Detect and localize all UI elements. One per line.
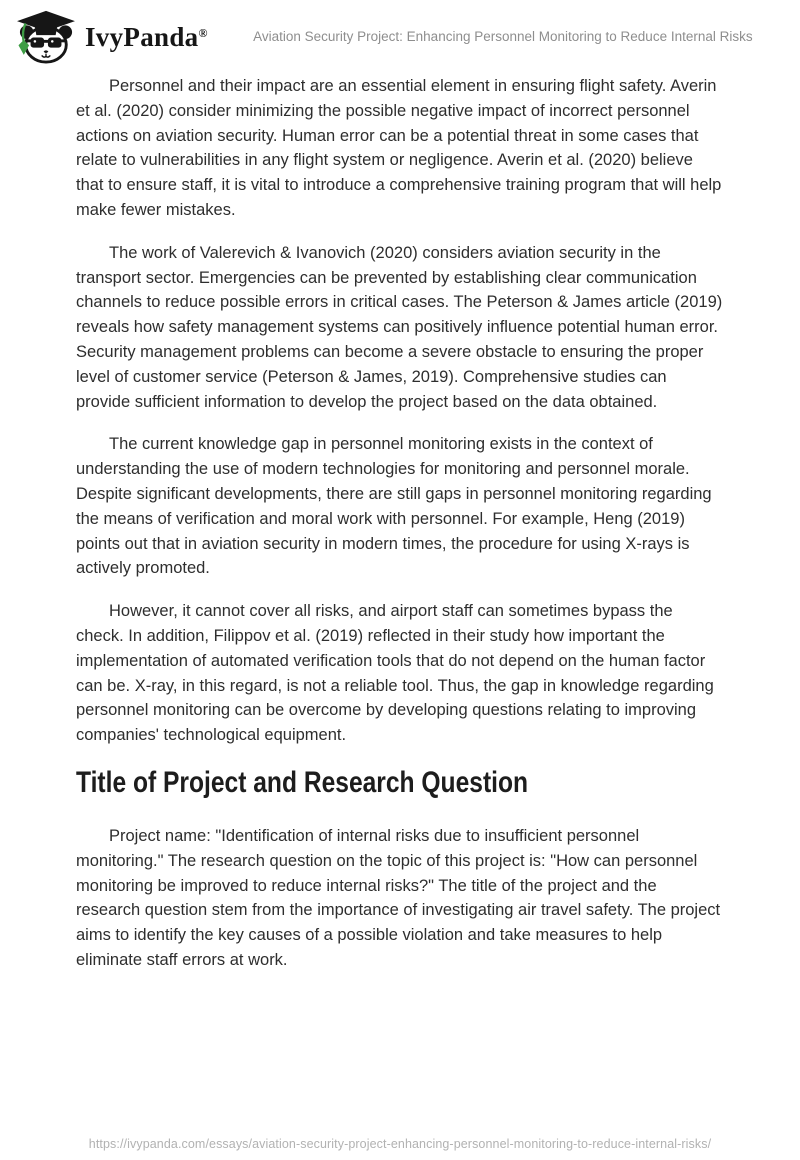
document-title: Aviation Security Project: Enhancing Personnel Monitoring to Reduce Internal Risks bbox=[253, 28, 753, 44]
essay-content bbox=[76, 74, 724, 973]
paragraph-4: However, it cannot cover all risks, and airport staff can sometimes bypass the check. In addition, Filippov et al. (2019) reflected in their study how important the implementation of automated verification tools that do not depend on the human factor can be. X-ray, in this regard, is not a reliable tool. Thus, the gap in knowledge regarding personnel monitoring can be overcome by developing questions relating to improving companies' technological equipment. bbox=[76, 602, 714, 745]
section-heading: Title of Project and Research Question bbox=[76, 765, 529, 799]
source-url: https://ivypanda.com/essays/aviation-security-project-enhancing-personnel-monitoring-to-reduce-internal-risks/ bbox=[88, 1137, 712, 1151]
brand bbox=[14, 9, 208, 65]
paragraph-1: Personnel and their impact are an essential element in ensuring flight safety. Averin et al. (2020) consider minimizing the possible negative impact of incorrect personnel actions on aviation security. Human error can be a potential threat in some cases that relate to vulnerabilities in any flight system or negligence. Averin et al. (2020) believe that to ensure staff, it is vital to introduce a comprehensive training program that will help make fewer mistakes. bbox=[76, 77, 722, 219]
brand-wordmark: IvyPanda bbox=[85, 21, 199, 52]
paragraph-5: Project name: "Identification of internal risks due to insufficient personnel monitoring." The research question on the topic of this project is: "How can personnel monitoring be improved to reduce internal risks?" The title of the project and the research question stem from the importance of investigating air travel safety. The project aims to identify the key causes of a possible violation and take measures to help eliminate staff errors at work. bbox=[76, 826, 721, 969]
page-footer bbox=[0, 1137, 800, 1151]
paragraph-2: The work of Valerevich & Ivanovich (2020) considers aviation security in the transport sector. Emergencies can be prevented by establishing clear communication channels to reduce possible errors in critical cases. The Peterson & James article (2019) reveals how safety management systems can positively influence potential human error. Security management problems can become a severe obstacle to ensuring the proper level of customer service (Peterson & James, 2019). Comprehensive studies can provide sufficient information to develop the project based on the data obtained. bbox=[76, 243, 723, 411]
page-header bbox=[0, 0, 800, 74]
registered-trademark: ® bbox=[198, 25, 208, 40]
ivypanda-logo-icon bbox=[14, 9, 78, 65]
paragraph-3: The current knowledge gap in personnel monitoring exists in the context of understanding the use of modern technologies for monitoring and personnel morale. Despite significant developments, there are still gaps in personnel monitoring regarding the means of verification and moral work with personnel. For example, Heng (2019) points out that in aviation security in modern times, the procedure for using X-rays is actively promoted. bbox=[76, 435, 712, 578]
brand-name bbox=[85, 21, 208, 52]
